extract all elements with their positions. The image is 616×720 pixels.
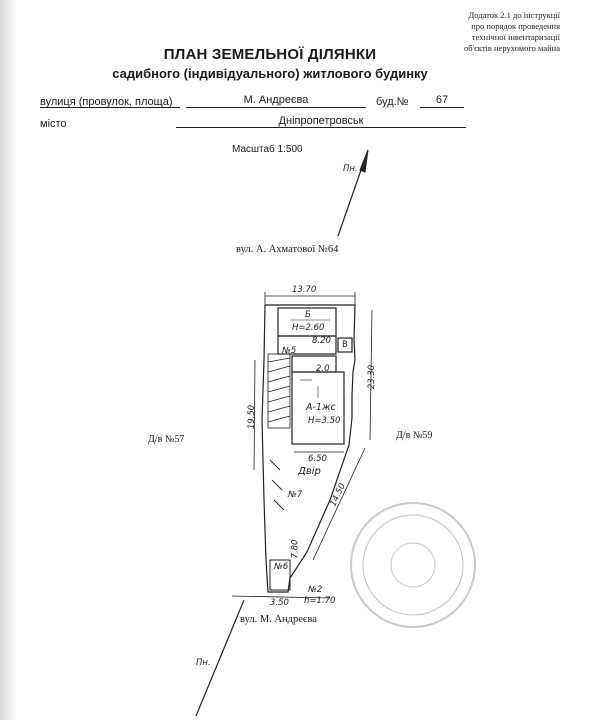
dim-right-side: 23.30 xyxy=(367,364,378,390)
dim-bottom-width: 3.50 xyxy=(270,598,289,608)
main-house-label: А-1жс xyxy=(306,402,336,413)
main-house-height: H=3.50 xyxy=(308,416,341,426)
north-arrow-top xyxy=(338,150,368,236)
document-title: ПЛАН ЗЕМЕЛЬНОЇ ДІЛЯНКИ xyxy=(163,46,377,63)
gate-height: h=1.70 xyxy=(304,596,336,606)
small-dim-20: 2.0 xyxy=(316,364,330,374)
north-label-bottom: Пн. xyxy=(196,658,211,668)
street-value: М. Андреєва xyxy=(243,94,309,106)
lot-n6: №6 xyxy=(274,562,289,572)
gate-area xyxy=(232,460,330,598)
dim-left-side: 19.50 xyxy=(247,404,258,430)
appendix-line: технічної інвентаризації xyxy=(471,32,560,42)
building-b-letter: Б xyxy=(305,310,311,320)
north-label-top: Пн. xyxy=(343,164,358,174)
scale-label: Масштаб 1:500 xyxy=(232,144,303,155)
lot-n5: №5 xyxy=(282,346,297,356)
dim-right-lower: 14.50 xyxy=(328,481,348,509)
street-top-label: вул. А. Ахматової №64 xyxy=(236,244,339,255)
main-house-width: 6.50 xyxy=(308,454,327,464)
appendix-line: об'єктів нерухомого майна xyxy=(464,43,560,53)
lot-dim-8: 8.20 xyxy=(312,336,331,346)
appendix-line: Додаток 2.1 до інструкції xyxy=(468,10,560,20)
building-b-height: H=2.60 xyxy=(292,323,325,333)
street-bottom-label: вул. М. Андреєва xyxy=(240,614,317,625)
neighbor-right-label: Д/в №59 xyxy=(396,430,433,441)
gate-number: №2 xyxy=(308,585,323,595)
stamp-seal xyxy=(351,503,475,627)
appendix-line: про порядок проведення xyxy=(471,21,560,31)
house-label: буд.№ xyxy=(376,96,409,108)
neighbor-left-label: Д/в №57 xyxy=(148,434,185,445)
street-label: вулиця (провулок, площа) xyxy=(40,96,173,108)
shed-letter: В xyxy=(342,340,348,350)
lot-n7: №7 xyxy=(288,490,303,500)
city-value: Дніпропетровськ xyxy=(278,115,364,127)
city-label: місто xyxy=(40,118,67,130)
yard-label: Двір xyxy=(298,466,321,477)
extension-hatched xyxy=(268,354,290,428)
dim-top-width: 13.70 xyxy=(292,285,317,295)
gate-dim: 7.80 xyxy=(290,539,301,559)
document-subtitle: садибного (індивідуального) житлового будинку xyxy=(112,66,428,81)
house-value: 67 xyxy=(435,94,449,106)
